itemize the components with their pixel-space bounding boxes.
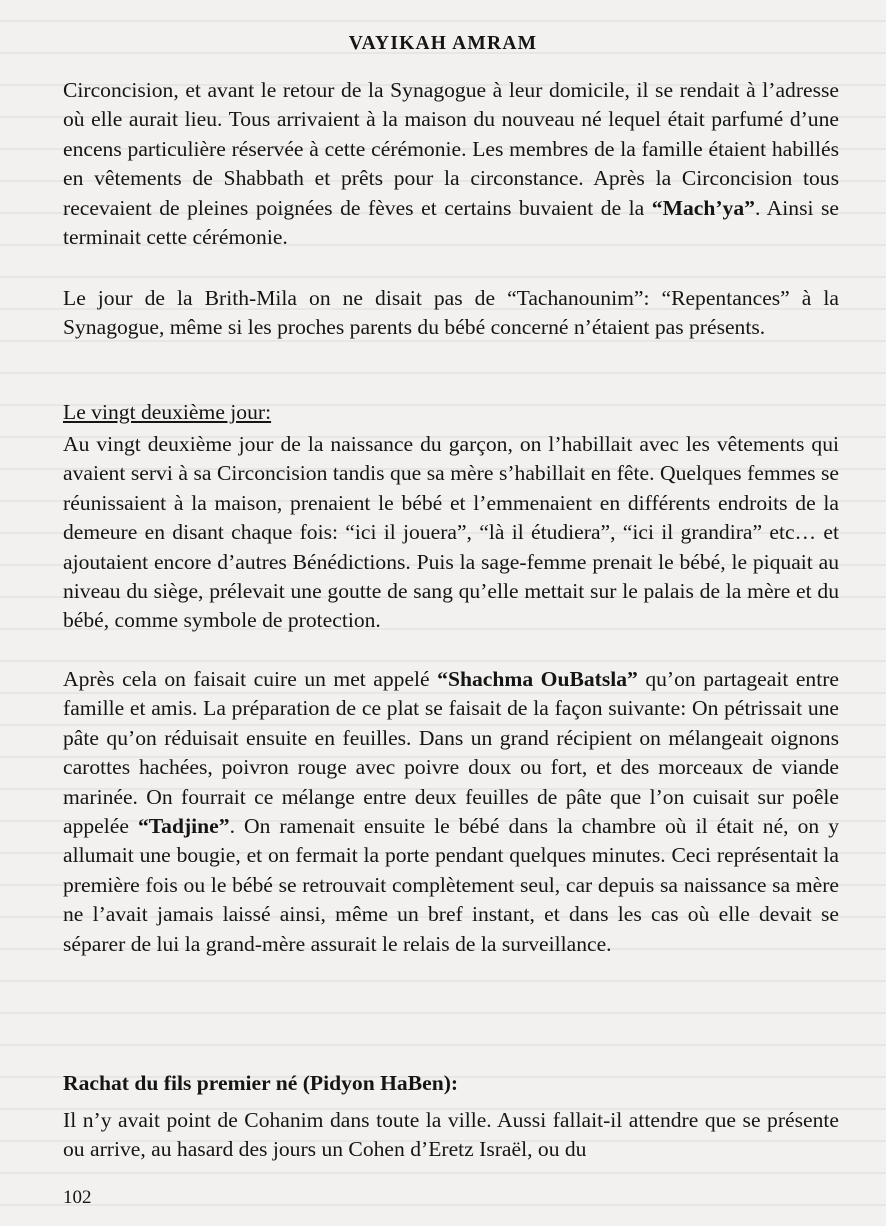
- paragraph-text: . On ramenait ensuite le bébé dans la chambre où il était né, on y allumait une bougie, et on fermait la porte pendant quelques minutes. Ceci représentait la première fois ou le bébé se retrouvait complètement seul, car depuis sa naissance sa mère ne l’avait jamais laissé ainsi, même un bref instant, et dans les cas où elle devait se séparer de lui la grand-mère assurait le relais de la surveillance.: [63, 814, 839, 956]
- paragraph-circumcision-ceremony: [63, 76, 839, 252]
- bold-term-machya: “Mach’ya”: [651, 195, 755, 220]
- paragraph-brith-mila-day: [63, 284, 839, 343]
- bold-term-shachma-oubatsla: “Shachma OuBatsla”: [437, 667, 638, 691]
- paragraph-cohanim: [63, 1106, 839, 1165]
- running-header: VAYIKAH AMRAM: [348, 33, 538, 54]
- paragraph-text: . Ainsi se terminait cette cérémonie.: [63, 195, 839, 250]
- subheading-text: Le vingt deuxième jour:: [63, 400, 272, 424]
- paragraph-22nd-day: [63, 430, 839, 636]
- subheading-22nd-day: [63, 398, 839, 427]
- page-number: 102: [63, 1187, 92, 1208]
- paragraph-text: qu’on partageait entre famille et amis. La préparation de ce plat se faisait de la façon suivante: On pétrissait une pâte qu’on réduisait ensuite en feuilles. Dans un grand récipient on mélangeait oignons carottes hachées, poivron rouge avec poivre doux ou fort, et des morceaux de viande marinée. On fourrait ce mélange entre deux feuilles de pâte que l’on cuisait sur poêle appelée: [63, 667, 839, 839]
- paragraph-text: Après cela on faisait cuire un met appelé: [63, 667, 438, 691]
- paragraph-shachma-oubatsla: [63, 665, 839, 959]
- paragraph-text: Circoncision, et avant le retour de la Synagogue à leur domicile, il se rendait à l’adresse où elle aurait lieu. Tous arrivaient à la maison du nouveau né lequel était parfumé d’une encens particulière réservée à cette cérémonie. Les membres de la famille étaient habillés en vêtements de Shabbath et prêts pour la circonstance. Après la Circoncision tous recevaient de pleines poignées de fèves et certains buvaient de la: [63, 78, 839, 220]
- paragraph-text: Il n’y avait point de Cohanim dans toute la ville. Aussi fallait-il attendre que se présente ou arrive, au hasard des jours un Cohen d’Eretz Israël, ou du: [63, 1108, 839, 1162]
- bold-term-tadjine: “Tadjine”: [137, 814, 230, 839]
- paragraph-text: Au vingt deuxième jour de la naissance du garçon, on l’habillait avec les vêtements qui avaient servi à sa Circoncision tandis que sa mère s’habillait en fête. Quelques femmes se réunissaient à la maison, prenaient le bébé et l’emmenaient en différents endroits de la demeure en disant chaque fois: “ici il jouera”, “là il étudiera”, “ici il grandira” etc… et ajoutaient encore d’autres Bénédictions. Puis la sage-femme prenait le bébé, le piquait au niveau du siège, prélevait une goutte de sang qu’elle mettait sur le palais de la mère et du bébé, comme symbole de protection.: [63, 432, 839, 633]
- paragraph-text: Le jour de la Brith-Mila on ne disait pas de “Tachanounim”: “Repentances” à la Synagogue, même si les proches parents du bébé concerné n’étaient pas présents.: [63, 286, 839, 340]
- section-heading-pidyon-haben: Rachat du fils premier né (Pidyon HaBen):: [63, 1071, 459, 1095]
